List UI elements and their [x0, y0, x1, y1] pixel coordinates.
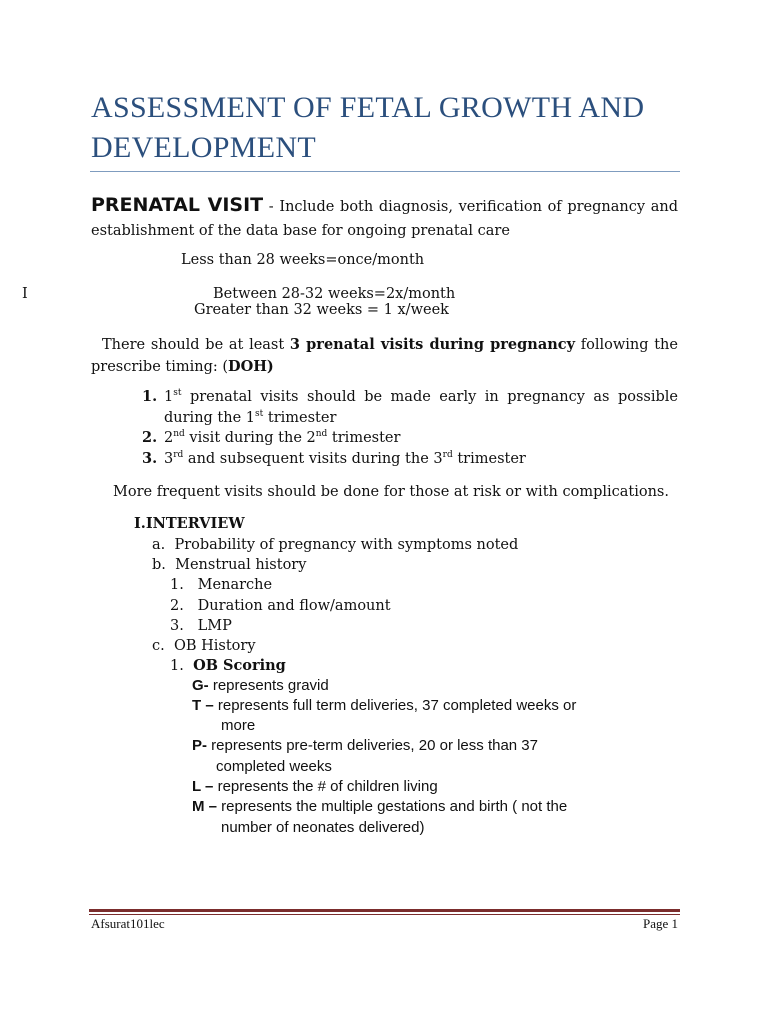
list-item: a. Probability of pregnancy with symptoms noted	[152, 537, 519, 553]
footer-label: Afsurat101lec	[91, 916, 165, 931]
schedule-line-3: Greater than 32 weeks = 1 x/week	[194, 302, 449, 318]
schedule-line-1: Less than 28 weeks=once/month	[181, 252, 425, 268]
prenatal-visit-heading: PRENATAL VISIT	[91, 194, 264, 216]
score-definition: P- represents pre-term deliveries, 20 or less than 37	[192, 737, 538, 754]
prenatal-visit-description: - Include both diagnosis, verification of pregnancy and establishment of the data base for ongoing prenatal care	[91, 199, 678, 239]
score-definition: M – represents the multiple gestations and birth ( not the	[192, 798, 568, 815]
doh-reference: DOH)	[228, 358, 274, 375]
risk-note: More frequent visits should be done for those at risk or with complications.	[113, 484, 669, 500]
list-item: 3. 3rd and subsequent visits during the 3rd trimester	[142, 450, 526, 467]
visits-intro-bold: 3 prenatal visits during pregnancy	[289, 336, 576, 353]
visits-intro-text-2: following the prescribe timing: (	[91, 337, 678, 375]
prenatal-visit-paragraph	[91, 193, 678, 243]
score-definition: T – represents full term deliveries, 37 completed weeks or	[192, 697, 577, 714]
title-divider	[90, 171, 680, 172]
footer-divider-thin	[89, 914, 680, 915]
list-item-continuation: during the 1st trimester	[164, 409, 337, 426]
stray-mark: I	[22, 286, 28, 302]
page-title: ASSESSMENT OF FETAL GROWTH AND DEVELOPMENT	[91, 91, 645, 164]
list-item: 1. Menarche	[170, 577, 273, 593]
list-item: b. Menstrual history	[152, 557, 307, 573]
schedule-line-2: Between 28-32 weeks=2x/month	[213, 286, 456, 302]
score-definition: L – represents the # of children living	[192, 778, 438, 795]
list-item: 2. 2nd visit during the 2nd trimester	[142, 429, 401, 446]
score-definition: G- represents gravid	[192, 677, 329, 694]
list-item: c. OB History	[152, 638, 256, 654]
list-item: 1. 1st prenatal visits should be made early in pregnancy as possible	[142, 388, 678, 405]
list-item: 3. LMP	[170, 618, 232, 634]
page-number: Page 1	[642, 916, 678, 931]
score-definition-continuation: number of neonates delivered)	[221, 819, 425, 836]
interview-heading: I.INTERVIEW	[134, 515, 245, 532]
score-definition-continuation: completed weeks	[216, 758, 332, 775]
ob-scoring-heading: 1. OB Scoring	[170, 657, 286, 674]
visits-intro-paragraph	[91, 334, 678, 378]
score-definition-continuation: more	[221, 717, 256, 734]
footer-divider	[89, 909, 680, 912]
visits-intro-text: There should be at least	[102, 337, 290, 353]
list-item: 2. Duration and flow/amount	[170, 598, 391, 614]
